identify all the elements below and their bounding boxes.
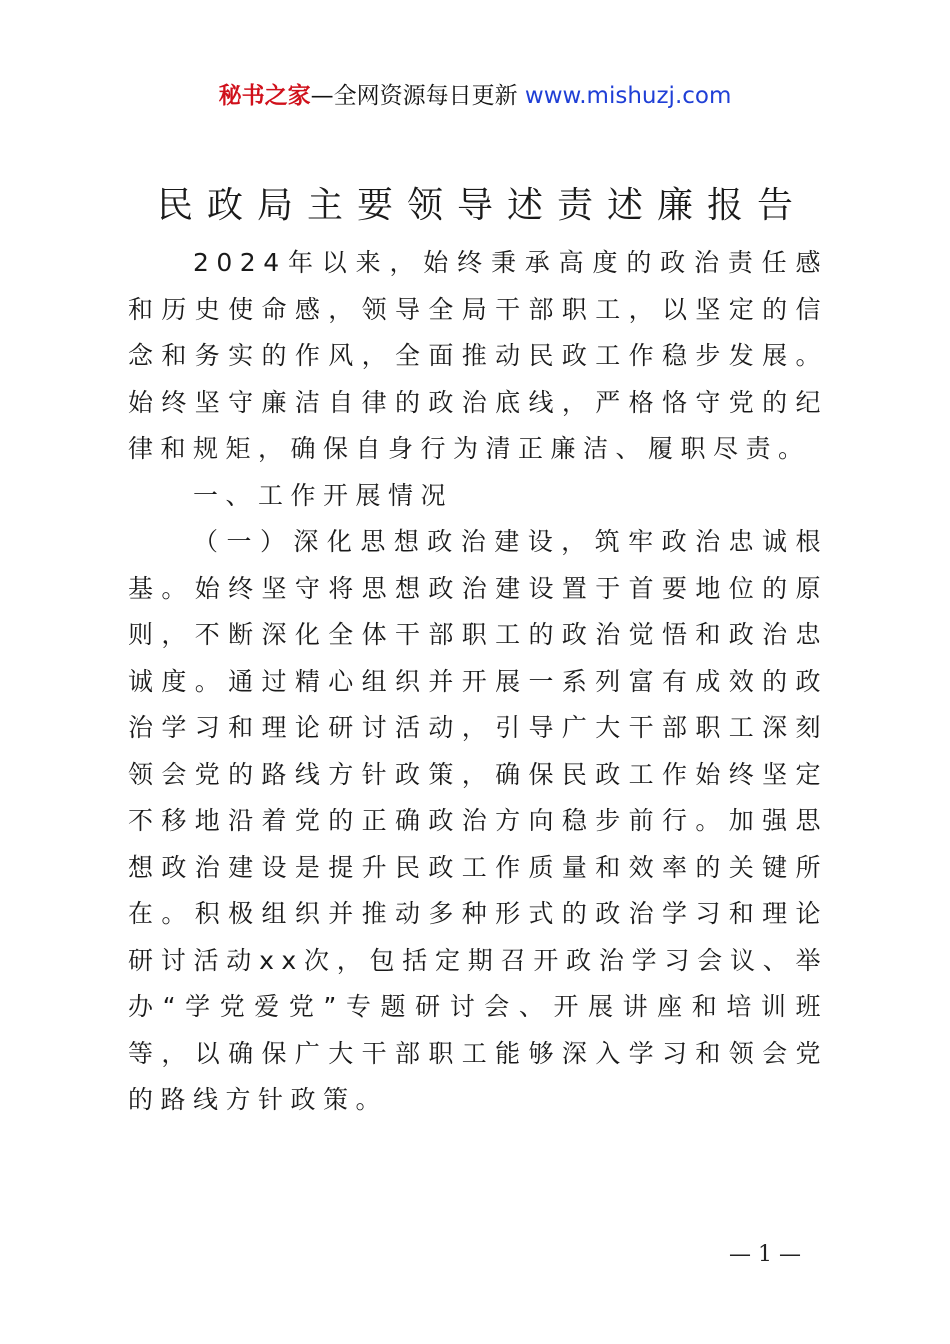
document-title: 民政局主要领导述责述廉报告 — [156, 185, 807, 226]
body-paragraph: （一）深化思想政治建设，筑牢政治忠诚根基。始终坚守将思想政治建设置于首要地位的原则，不断深化全体干部职工的政治觉悟和政治忠诚度。通过精心组织并开展一系列富有成效的政治学习和理论研讨活动，引导广大干部职工深刻领会党的路线方针政策，确保民政工作始终坚定不移地沿着党的正确政治方向稳步前行。加强思想政治建设是提升民政工作质量和效率的关键所在。积极组织并推动多种形式的政治学习和理论研讨活动xx次，包括定期召开政治学习会议、举办“学党爱党”专题研讨会、开展讲座和培训班等，以确保广大干部职工能够深入学习和领会党的路线方针政策。 — [128, 527, 828, 1114]
site-tagline: —全网资源每日更新 — [310, 83, 518, 109]
intro-paragraph: 2024年以来，始终秉承高度的政治责任感和历史使命感，领导全局干部职工，以坚定的信念和务实的作风，全面推动民政工作稳步发展。始终坚守廉洁自律的政治底线，严格恪守党的纪律和规矩，确保自身行为清正廉洁、履职尽责。 — [128, 248, 828, 463]
document-body — [128, 240, 828, 1124]
site-brand: 秘书之家 — [218, 83, 311, 109]
section-heading: 一、工作开展情况 — [193, 480, 454, 510]
page-number: — 1 — — [729, 1242, 801, 1267]
site-url-link[interactable]: www.mishuzj.com — [524, 83, 732, 109]
site-banner — [0, 80, 950, 112]
